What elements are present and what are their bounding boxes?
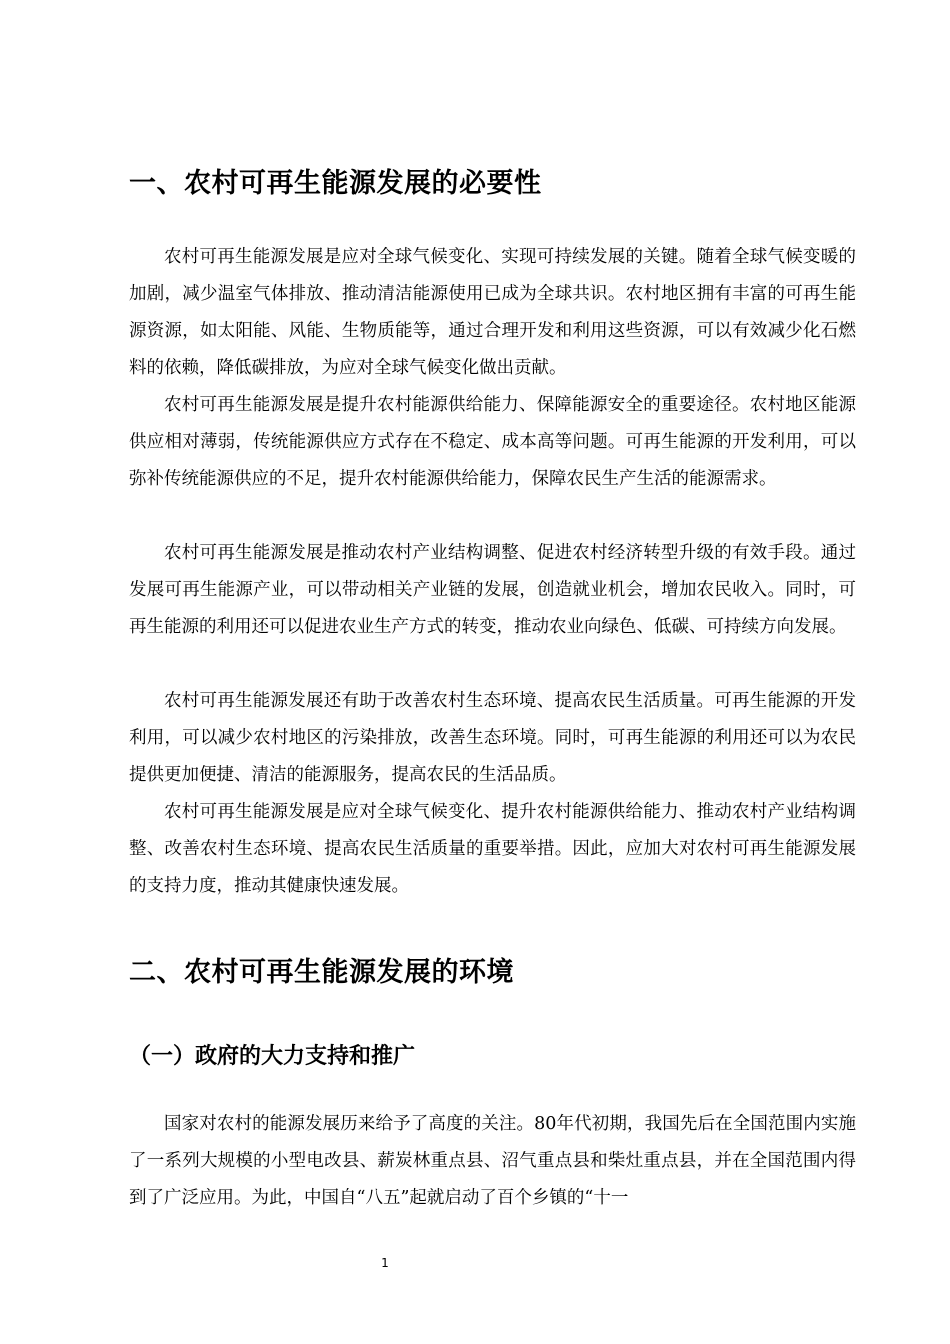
paragraph-government-support: 国家对农村的能源发展历来给予了高度的关注。80年代初期，我国先后在全国范围内实施了一系列大规模的小型电改县、薪炭林重点县、沼气重点县和柴灶重点县，并在全国范围内得到了广泛应用。为此，中国自“八五”起就启动了百个乡镇的“十一	[129, 1114, 856, 1208]
section-heading-environment: 二、农村可再生能源发展的环境	[129, 957, 514, 988]
paragraph-energy-supply: 农村可再生能源发展是提升农村能源供给能力、保障能源安全的重要途径。农村地区能源供应相对薄弱，传统能源供应方式存在不稳定、成本高等问题。可再生能源的开发利用，可以弥补传统能源供应的不足，提升农村能源供给能力，保障农民生产生活的能源需求。	[129, 395, 856, 489]
subsection-heading-government-support: （一）政府的大力支持和推广	[129, 1044, 416, 1069]
paragraph-industry-structure: 农村可再生能源发展是推动农村产业结构调整、促进农村经济转型升级的有效手段。通过发展可再生能源产业，可以带动相关产业链的发展，创造就业机会，增加农民收入。同时，可再生能源的利用还可以促进农业生产方式的转变，推动农业向绿色、低碳、可持续方向发展。	[129, 543, 856, 637]
section-heading-necessity: 一、农村可再生能源发展的必要性	[129, 168, 542, 199]
paragraph-ecology-quality: 农村可再生能源发展还有助于改善农村生态环境、提高农民生活质量。可再生能源的开发利用，可以减少农村地区的污染排放，改善生态环境。同时，可再生能源的利用还可以为农民提供更加便捷、清洁的能源服务，提高农民的生活品质。	[129, 691, 856, 785]
paragraph-summary: 农村可再生能源发展是应对全球气候变化、提升农村能源供给能力、推动农村产业结构调整、改善农村生态环境、提高农民生活质量的重要举措。因此，应加大对农村可再生能源发展的支持力度，推动其健康快速发展。	[129, 802, 856, 896]
paragraph-climate-change: 农村可再生能源发展是应对全球气候变化、实现可持续发展的关键。随着全球气候变暖的加剧，减少温室气体排放、推动清洁能源使用已成为全球共识。农村地区拥有丰富的可再生能源资源，如太阳能、风能、生物质能等，通过合理开发和利用这些资源，可以有效减少化石燃料的依赖，降低碳排放，为应对全球气候变化做出贡献。	[129, 247, 856, 378]
page-number: 1	[381, 1256, 389, 1270]
